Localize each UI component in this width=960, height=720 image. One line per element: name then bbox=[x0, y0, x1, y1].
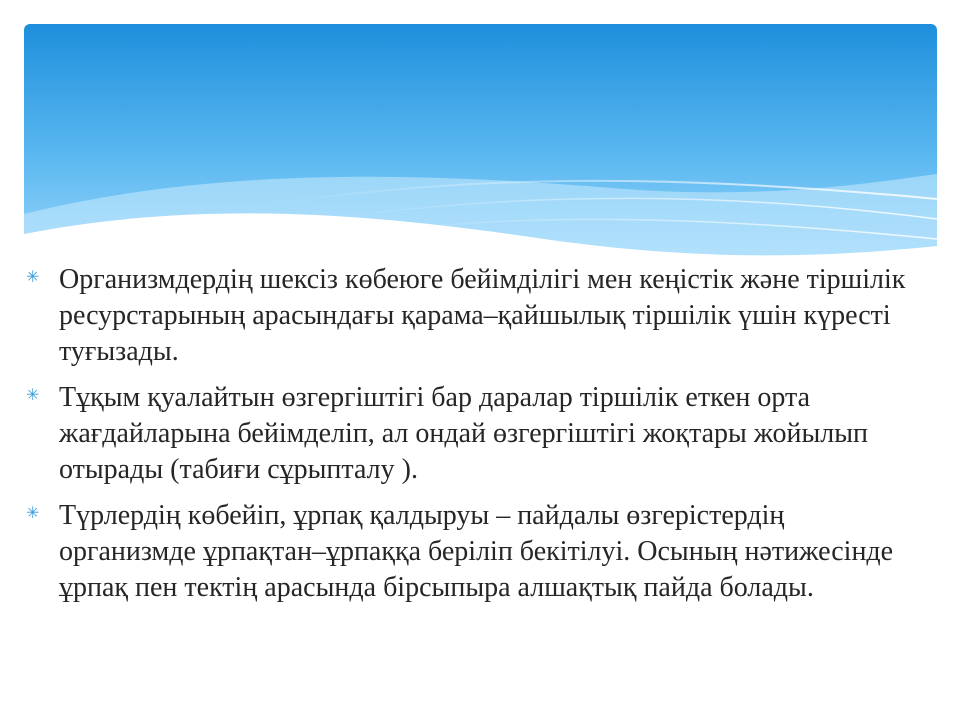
asterisk-bullet-icon: ✳ bbox=[26, 503, 40, 522]
asterisk-bullet-icon: ✳ bbox=[26, 267, 40, 286]
list-item bbox=[26, 498, 926, 606]
header-banner bbox=[24, 24, 937, 264]
asterisk-bullet-icon: ✳ bbox=[26, 385, 40, 404]
bullet-text: Түрлердің көбейіп, ұрпақ қалдыруы – пайдалы өзгерістердің организмде ұрпақтан–ұрпаққа беріліп бекітілуі. Осының нәтижесінде ұрпақ пен тектің арасында бірсыпыра алшақтық пайда болады. bbox=[59, 500, 894, 603]
wave-banner-graphic bbox=[24, 24, 937, 264]
bullet-list bbox=[26, 262, 926, 616]
list-item bbox=[26, 262, 926, 370]
bullet-text: Организмдердің шексіз көбеюге бейімділігі мен кеңістік және тіршілік ресурстарының арасындағы қарама–қайшылық тіршілік үшін күресті туғызады. bbox=[59, 264, 906, 367]
bullet-text: Тұқым қуалайтын өзгергіштігі бар даралар тіршілік еткен орта жағдайларына бейімделіп, ал ондай өзгергіштігі жоқтары жойылып отырады (табиғи сұрыпталу ). bbox=[59, 382, 869, 485]
list-item bbox=[26, 380, 926, 488]
